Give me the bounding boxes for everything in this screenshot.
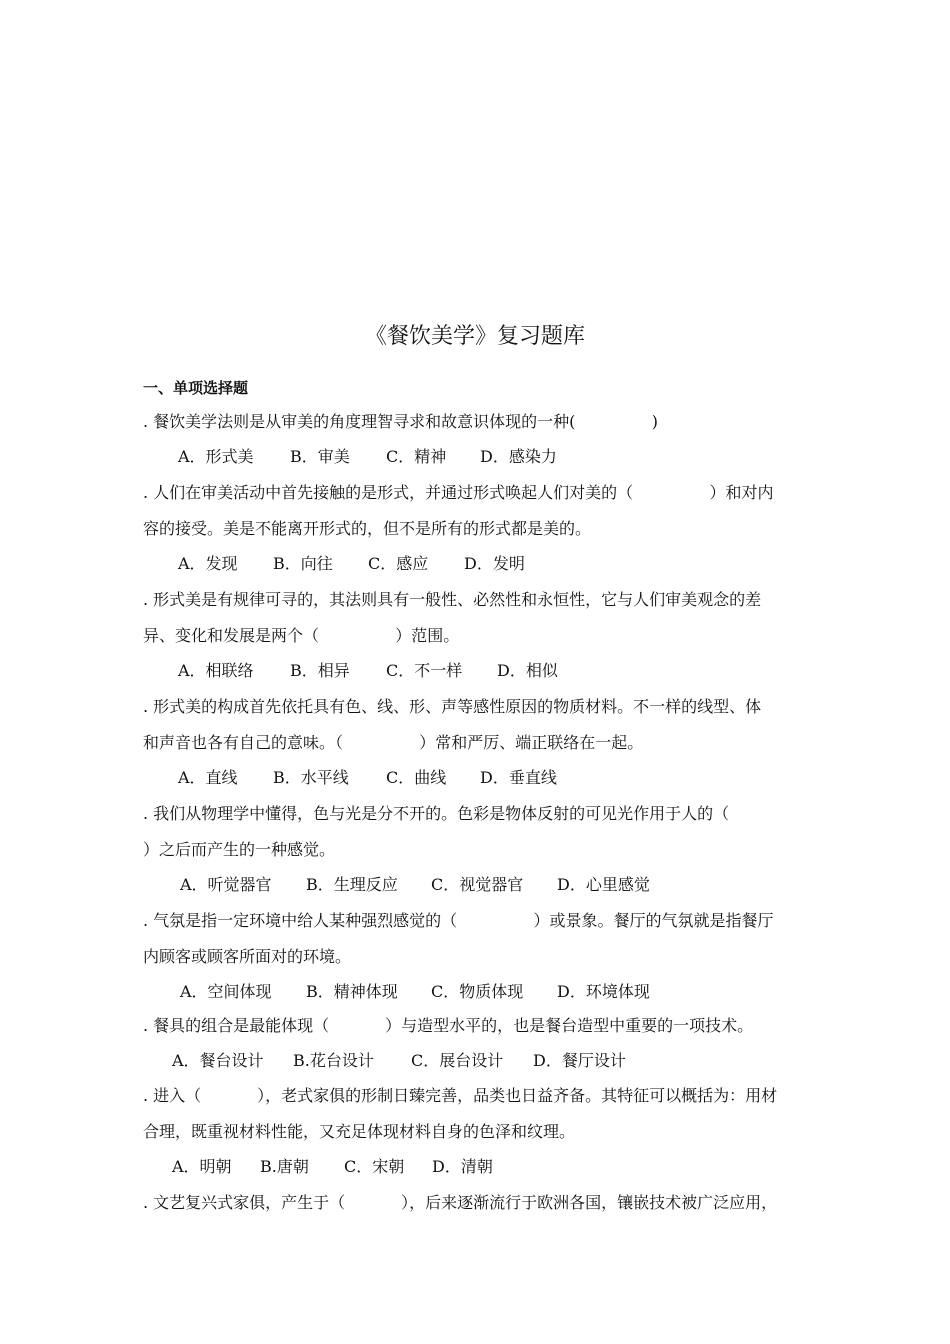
question-8-option-a: A．明朝 (172, 1157, 232, 1176)
question-5-line-1: . 我们从物理学中懂得，色与光是分不开的。色彩是物体反射的可见光作用于人的（ (143, 804, 730, 823)
question-3-line-1: . 形式美是有规律可寻的，其法则具有一般性、必然性和永恒性，它与人们审美观念的差 (143, 590, 762, 609)
question-6-option-d: D．环境体现 (557, 982, 650, 1001)
question-8-option-c: C．宋朝 (344, 1157, 405, 1176)
question-7-line-1: . 餐具的组合是最能体现（ ）与造型水平的，也是餐台造型中重要的一项技术。 (143, 1016, 754, 1035)
question-4-line-1: . 形式美的构成首先依托具有色、线、形、声等感性原因的物质材料。不一样的线型、体 (143, 697, 762, 716)
question-8-line-1: . 进入（ ），老式家俱的形制日臻完善，品类也日益齐备。其特征可以概括为：用材 (143, 1086, 778, 1105)
question-1-option-b: B．审美 (290, 447, 350, 466)
question-6-option-b: B．精神体现 (306, 982, 398, 1001)
question-5-option-c: C．视觉器官 (431, 875, 524, 894)
question-7-option-b: B.花台设计 (293, 1051, 374, 1070)
question-5-option-a: A．听觉器官 (180, 875, 272, 894)
question-4-line-2: 和声音也各有自己的意味。（ ）常和严厉、端正联络在一起。 (143, 733, 644, 752)
question-8-option-b: B.唐朝 (260, 1157, 309, 1176)
question-4-option-c: C．曲线 (386, 768, 447, 787)
question-5-option-b: B．生理反应 (306, 875, 398, 894)
question-2-option-a: A．发现 (178, 554, 238, 573)
section-heading: 一、单项选择题 (143, 379, 249, 397)
question-2-option-d: D．发明 (464, 554, 525, 573)
question-5-option-d: D．心里感觉 (557, 875, 650, 894)
question-4-option-d: D．垂直线 (480, 768, 557, 787)
question-8-option-d: D．清朝 (432, 1157, 493, 1176)
question-1-option-c: C．精神 (386, 447, 447, 466)
question-7-option-a: A．餐台设计 (172, 1051, 264, 1070)
question-3-option-d: D．相似 (497, 661, 558, 680)
question-4-option-b: B．水平线 (273, 768, 349, 787)
question-3-line-2: 异、变化和发展是两个（ ）范围。 (143, 626, 460, 645)
question-2-option-c: C．感应 (368, 554, 429, 573)
question-1-line-1: . 餐饮美学法则是从审美的角度理智寻求和故意识体现的一种( ) (143, 412, 658, 431)
question-3-option-b: B．相异 (290, 661, 350, 680)
question-9-line-1: . 文艺复兴式家俱，产生于（ ），后来逐渐流行于欧洲各国，镶嵌技术被广泛应用， (143, 1193, 778, 1212)
question-4-option-a: A．直线 (178, 768, 238, 787)
question-2-option-b: B．向往 (273, 554, 333, 573)
question-3-option-a: A．相联络 (178, 661, 254, 680)
question-3-option-c: C．不一样 (386, 661, 463, 680)
question-5-line-2: ）之后而产生的一种感觉。 (143, 840, 336, 859)
document-title: 《餐饮美学》复习题库 (364, 324, 585, 349)
question-6-line-1: . 气氛是指一定环境中给人某种强烈感觉的（ ）或景象。餐厅的气氛就是指餐厅 (143, 911, 774, 930)
question-8-line-2: 合理，既重视材料性能，又充足体现材料自身的色泽和纹理。 (143, 1122, 576, 1141)
question-1-option-d: D．感染力 (480, 447, 557, 466)
question-7-option-d: D．餐厅设计 (533, 1051, 626, 1070)
question-6-option-a: A．空间体现 (180, 982, 272, 1001)
question-2-line-1: . 人们在审美活动中首先接触的是形式，并通过形式唤起人们对美的（ ）和对内 (143, 483, 774, 502)
question-7-option-c: C．展台设计 (411, 1051, 504, 1070)
question-1-option-a: A．形式美 (178, 447, 254, 466)
question-6-option-c: C．物质体现 (431, 982, 524, 1001)
question-6-line-2: 内顾客或顾客所面对的环境。 (143, 947, 352, 966)
question-2-line-2: 容的接受。美是不能离开形式的，但不是所有的形式都是美的。 (143, 519, 592, 538)
